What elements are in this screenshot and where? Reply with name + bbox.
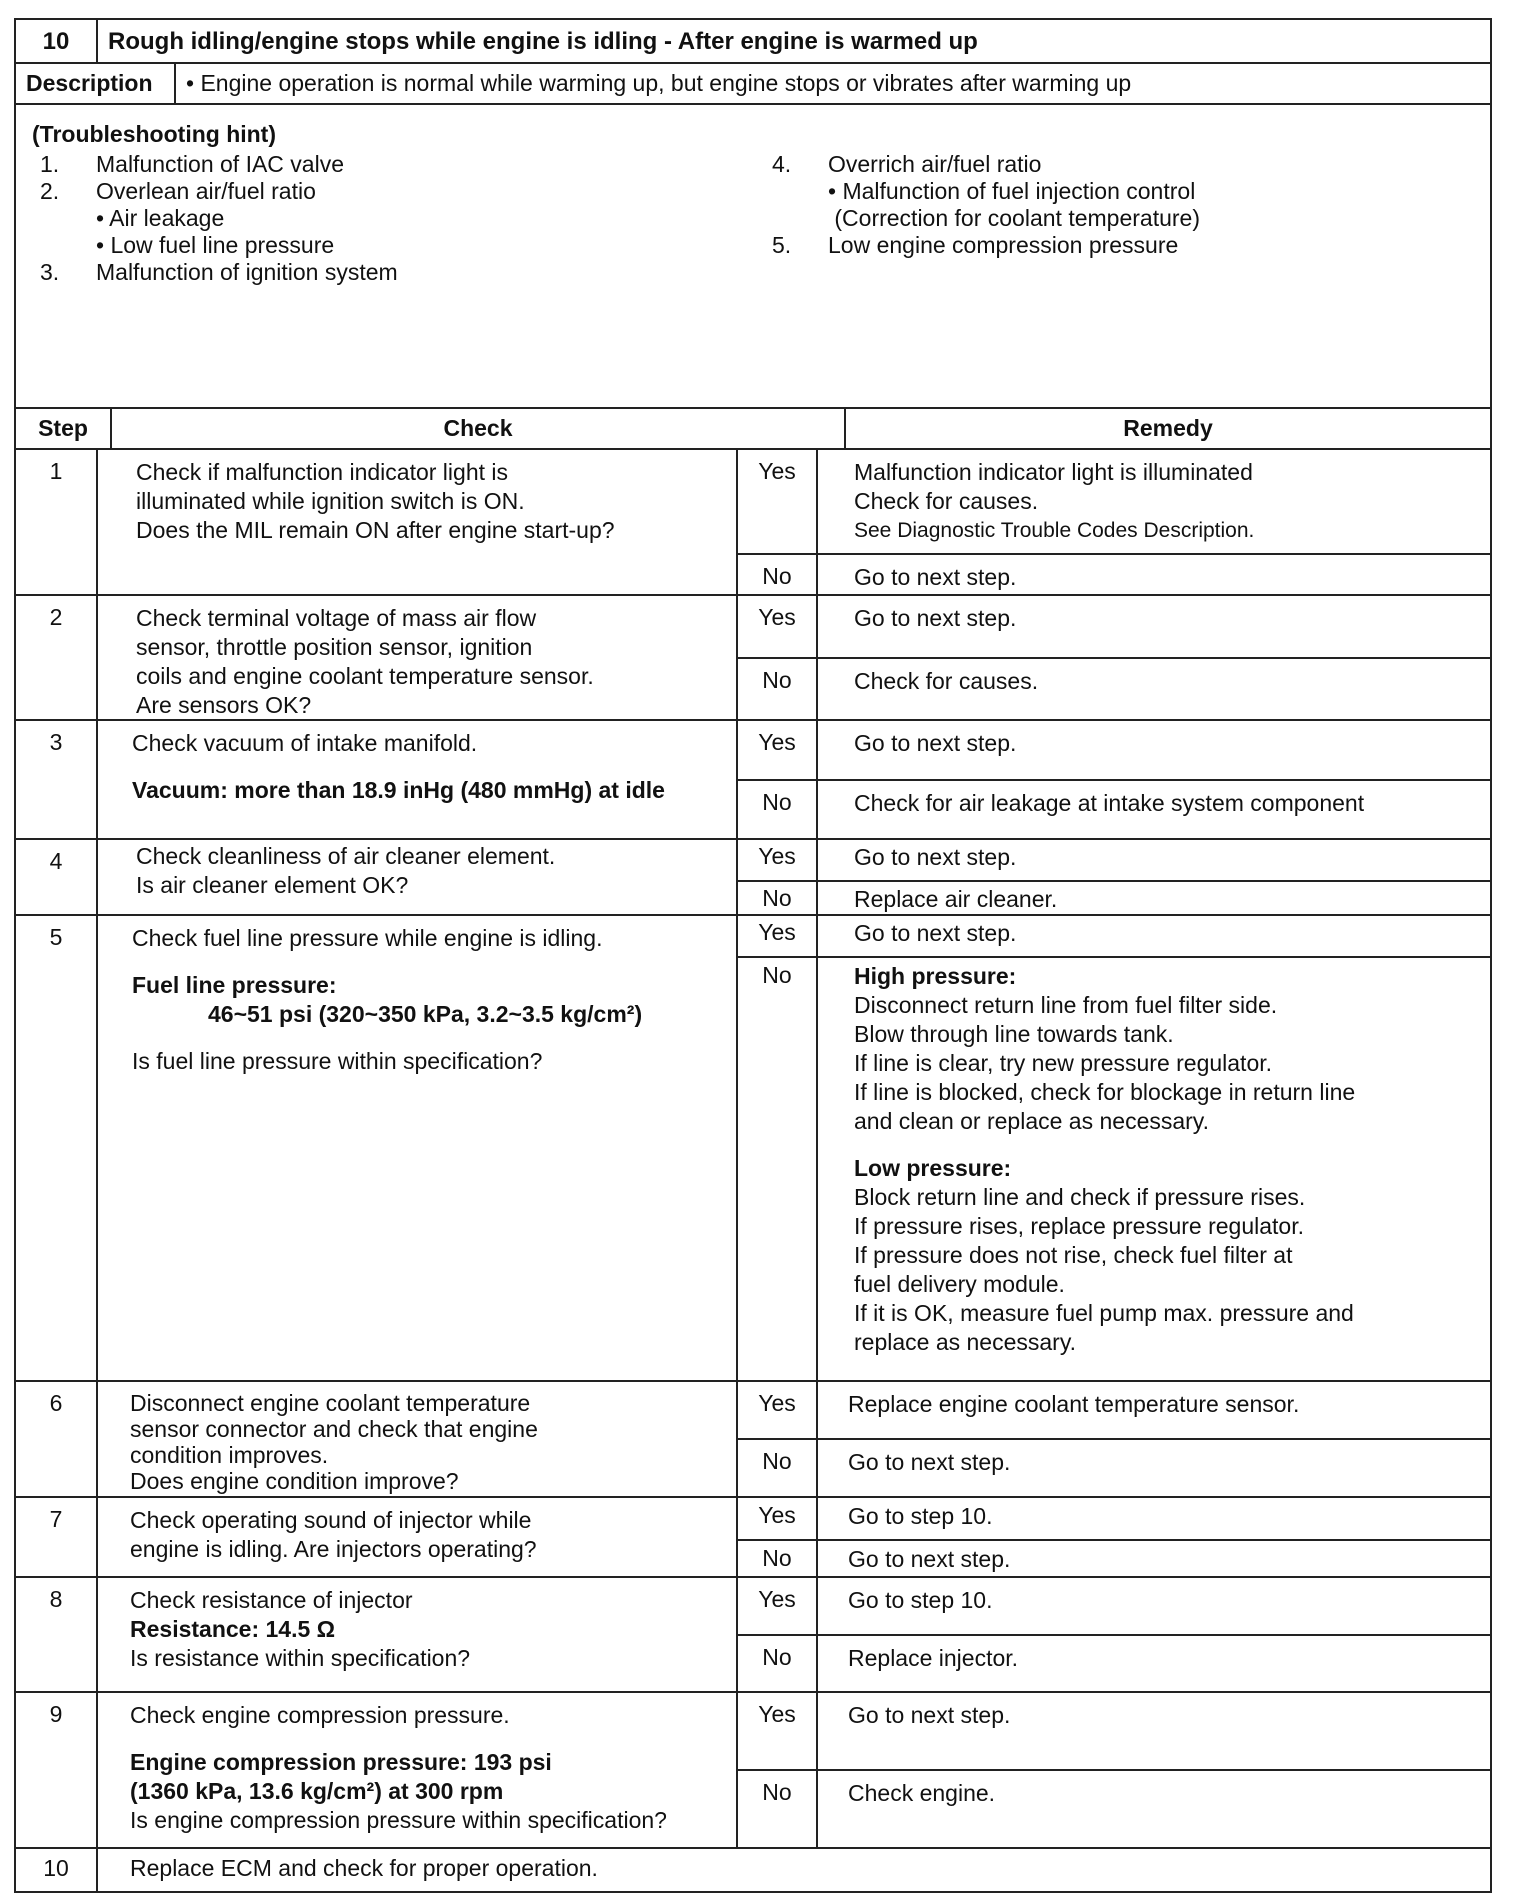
step-check: Check terminal voltage of mass air flow sensor, throttle position sensor, ignition coils and engine coolant temperature sensor. Are sensors OK? [98, 596, 738, 719]
step-check: Check engine compression pressure. Engine compression pressure: 193 psi (1360 kPa, 13.6 kg/cm²) at 300 rpm Is engine compression pressure within specification? [98, 1693, 738, 1847]
no-label: No [738, 1636, 818, 1692]
yes-label: Yes [738, 840, 818, 880]
spec-resistance: Resistance: 14.5 Ω [130, 1616, 336, 1642]
hint-subitem: • Malfunction of fuel injection control [828, 178, 1196, 204]
step-check: Check resistance of injector Resistance: 14.5 Ω Is resistance within specification? [98, 1578, 738, 1691]
yes-remedy: Malfunction indicator light is illuminated Check for causes. See Diagnostic Trouble Codes Description. [854, 459, 1255, 542]
troubleshooting-hints [14, 105, 1492, 409]
step-number: 8 [16, 1578, 98, 1691]
yes-label: Yes [738, 721, 818, 779]
table-row [14, 840, 1492, 916]
hints-right-column [772, 151, 1472, 259]
description-text: • Engine operation is normal while warming up, but engine stops or vibrates after warming up [186, 70, 1132, 96]
no-label: No [738, 958, 818, 1380]
no-label: No [738, 1440, 818, 1496]
no-remedy: Check for air leakage at intake system component [854, 789, 1365, 816]
step-number: 4 [16, 840, 98, 914]
step-check: Check if malfunction indicator light is illuminated while ignition switch is ON. Does the MIL remain ON after engine start-up? [98, 450, 738, 594]
step-check: Check operating sound of injector while engine is idling. Are injectors operating? [98, 1498, 738, 1576]
procedure-number: 10 [16, 20, 98, 62]
hint-subitem: (Correction for coolant temperature) [828, 205, 1200, 231]
step-check: Check fuel line pressure while engine is idling. Fuel line pressure: 46~51 psi (320~350 kPa, 3.2~3.5 kg/cm²) Is fuel line pressure within specification? [98, 916, 738, 1380]
yes-remedy: Go to step 10. [848, 1503, 993, 1529]
step-check: Check cleanliness of air cleaner element. Is air cleaner element OK? [98, 840, 738, 914]
description-label: Description [16, 64, 176, 103]
step-check: Disconnect engine coolant temperature sensor connector and check that engine condition improves. Does engine condition improve? [98, 1382, 738, 1496]
hint-item: 3. Malfunction of ignition system [40, 259, 398, 285]
step-number: 6 [16, 1382, 98, 1496]
no-label: No [738, 882, 818, 922]
yes-label: Yes [738, 916, 818, 956]
no-remedy: High pressure: Disconnect return line from fuel filter side. Blow through line towards tank. If line is clear, try new pressure regulator. If line is blocked, check for blockage in return line and clean or replace as necessary. Low pressure: Block return line and check if pressure rises. If pressure rises, replace pressure regulator. If pressure does not rise, check fuel filter at fuel delivery module. If it is OK, measure fuel pump max. pressure and replace as necessary. [818, 958, 1490, 1380]
hint-item: 4. Overrich air/fuel ratio [772, 151, 1042, 177]
table-row [14, 916, 1492, 1382]
no-label: No [738, 1541, 818, 1582]
table-row [14, 1693, 1492, 1849]
description-row [14, 64, 1492, 105]
step-number: 5 [16, 916, 98, 1380]
table-row [14, 1498, 1492, 1578]
yes-label: Yes [738, 596, 818, 657]
table-row [14, 1382, 1492, 1498]
hints-title: (Troubleshooting hint) [32, 121, 277, 147]
no-remedy: Replace injector. [848, 1644, 1019, 1671]
hint-subitem: • Air leakage [96, 205, 225, 231]
yes-label: Yes [738, 1578, 818, 1634]
table-row [14, 1849, 1492, 1893]
troubleshooting-sheet [14, 18, 1492, 1893]
no-remedy: Replace air cleaner. [854, 886, 1058, 912]
table-row [14, 721, 1492, 840]
step-number: 10 [16, 1849, 98, 1891]
no-label: No [738, 555, 818, 600]
spec-compression-line-2: (1360 kPa, 13.6 kg/cm²) at 300 rpm [130, 1778, 504, 1804]
yes-remedy: Go to next step. [854, 730, 1017, 756]
yes-label: Yes [738, 450, 818, 553]
yes-remedy: Go to next step. [848, 1702, 1011, 1728]
low-pressure-title: Low pressure: [854, 1155, 1012, 1181]
step-check: Replace ECM and check for proper operation. [130, 1855, 598, 1881]
hints-left-column [40, 151, 740, 286]
yes-remedy: Go to next step. [854, 605, 1017, 631]
yes-remedy: Go to step 10. [848, 1587, 993, 1613]
column-header-step: Step [16, 409, 112, 448]
table-row [14, 1578, 1492, 1693]
hint-subitem: • Low fuel line pressure [96, 232, 335, 258]
no-remedy: Go to next step. [848, 1546, 1011, 1572]
table-row [14, 450, 1492, 596]
step-number: 1 [16, 450, 98, 594]
table-header-row [14, 409, 1492, 450]
step-number: 3 [16, 721, 98, 838]
table-row [14, 596, 1492, 721]
hint-item: 1. Malfunction of IAC valve [40, 151, 345, 177]
yes-remedy: Go to next step. [854, 844, 1017, 870]
no-label: No [738, 1771, 818, 1847]
column-header-remedy: Remedy [1123, 415, 1213, 441]
yes-label: Yes [738, 1382, 818, 1438]
procedure-header [14, 18, 1492, 64]
procedure-title: Rough idling/engine stops while engine is idling - After engine is warmed up [108, 28, 978, 55]
no-remedy: Check for causes. [854, 667, 1039, 694]
spec-vacuum: Vacuum: more than 18.9 inHg (480 mmHg) at idle [132, 777, 665, 803]
no-remedy: Go to next step. [848, 1449, 1011, 1475]
step-number: 9 [16, 1693, 98, 1847]
step-check: Check vacuum of intake manifold. Vacuum: more than 18.9 inHg (480 mmHg) at idle [98, 721, 738, 838]
no-label: No [738, 659, 818, 720]
spec-fuel-pressure-value: 46~51 psi (320~350 kPa, 3.2~3.5 kg/cm²) [208, 1001, 643, 1027]
hint-item: 2. Overlean air/fuel ratio [40, 178, 316, 204]
no-remedy: Go to next step. [854, 564, 1017, 590]
column-header-check: Check [112, 409, 846, 448]
no-label: No [738, 781, 818, 839]
spec-fuel-pressure-label: Fuel line pressure: [132, 972, 337, 998]
step-number: 7 [16, 1498, 98, 1576]
hint-item: 5. Low engine compression pressure [772, 232, 1179, 258]
yes-remedy: Go to next step. [854, 920, 1017, 946]
high-pressure-title: High pressure: [854, 963, 1017, 989]
yes-remedy: Replace engine coolant temperature sensor. [848, 1391, 1300, 1417]
yes-label: Yes [738, 1693, 818, 1769]
yes-label: Yes [738, 1498, 818, 1539]
spec-compression-line-1: Engine compression pressure: 193 psi [130, 1749, 552, 1775]
step-number: 2 [16, 596, 98, 719]
no-remedy: Check engine. [848, 1780, 996, 1806]
